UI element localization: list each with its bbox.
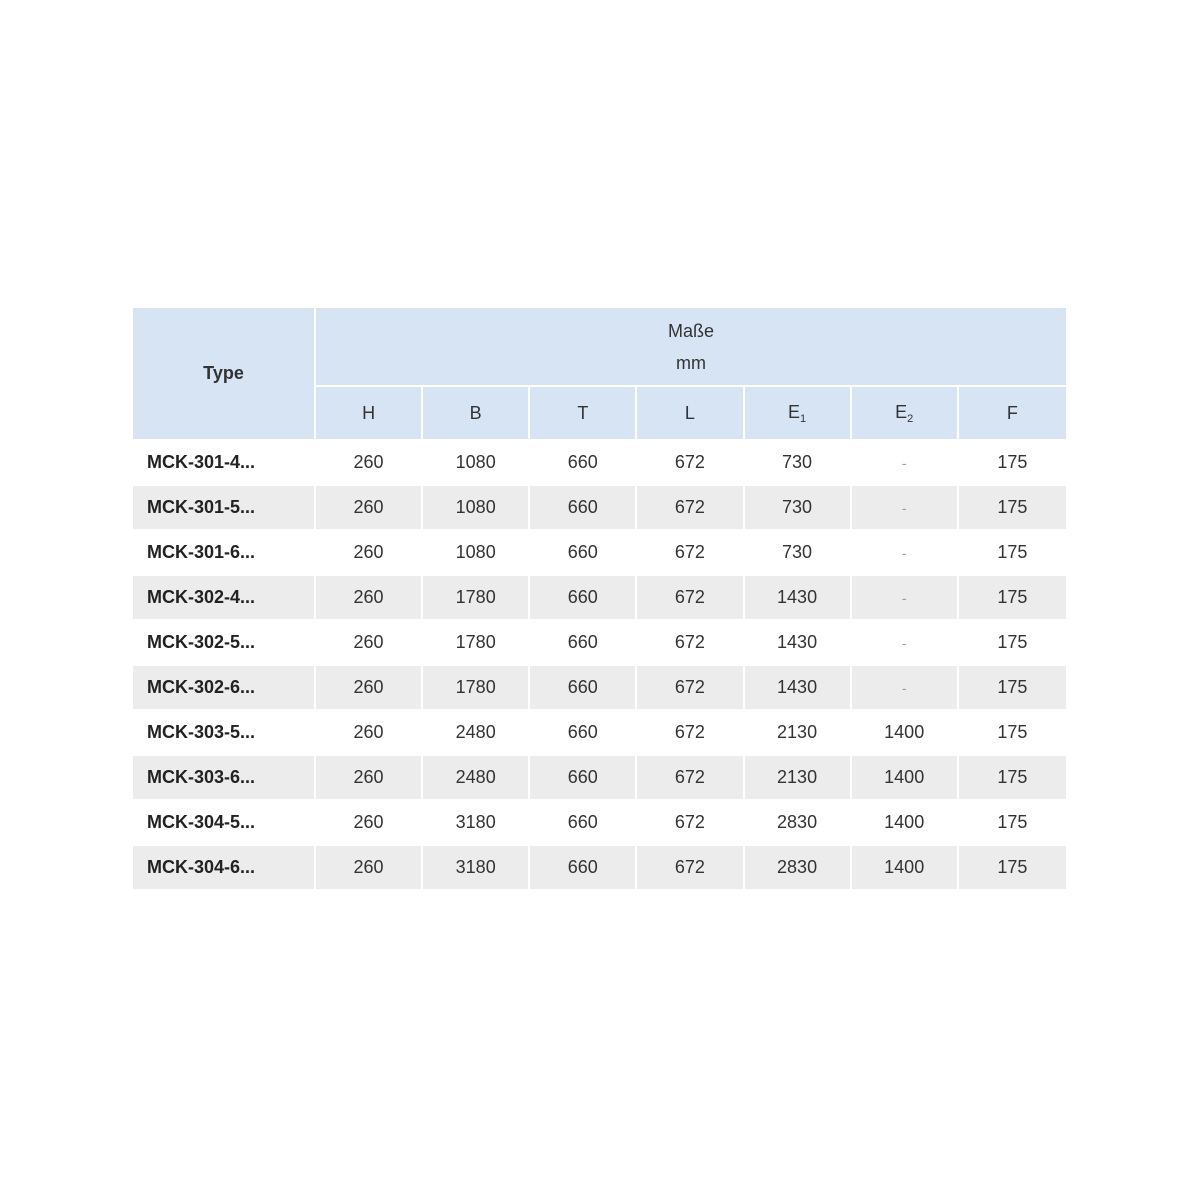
type-cell: MCK-302-4...: [133, 574, 316, 619]
column-header-e1: [745, 387, 852, 439]
value-cell: 2830: [745, 799, 852, 844]
value-cell: 660: [530, 844, 637, 889]
value-cell: 672: [637, 619, 744, 664]
table-row: [133, 619, 1066, 664]
column-header-label: F: [1006, 402, 1018, 423]
value-cell: 175: [959, 844, 1066, 889]
value-cell: 672: [637, 754, 744, 799]
dimensions-group-header: [316, 308, 1066, 387]
column-header-label: E: [787, 401, 800, 422]
group-header-title: Maße: [667, 320, 714, 341]
column-header-label: T: [577, 402, 589, 423]
value-cell: 260: [316, 574, 423, 619]
column-header-subscript: 2: [907, 412, 914, 425]
type-cell: MCK-304-5...: [133, 799, 316, 844]
table-row: [133, 574, 1066, 619]
value-cell: 2480: [423, 754, 530, 799]
column-header-f: [959, 387, 1066, 439]
value-cell: 730: [745, 529, 852, 574]
column-header-label: B: [469, 402, 482, 423]
type-cell: MCK-303-6...: [133, 754, 316, 799]
table-row: [133, 664, 1066, 709]
value-cell: 175: [959, 664, 1066, 709]
value-cell: 175: [959, 619, 1066, 664]
value-cell: 1430: [745, 619, 852, 664]
column-header-h: [316, 387, 423, 439]
value-cell: 3180: [423, 799, 530, 844]
value-cell: 660: [530, 754, 637, 799]
value-cell: 672: [637, 484, 744, 529]
value-cell: 660: [530, 619, 637, 664]
value-cell: 260: [316, 529, 423, 574]
value-cell: 260: [316, 754, 423, 799]
table-row: [133, 484, 1066, 529]
value-cell: 175: [959, 709, 1066, 754]
value-cell: 2830: [745, 844, 852, 889]
table-header: [133, 308, 1066, 439]
value-cell: 730: [745, 484, 852, 529]
column-header-l: [637, 387, 744, 439]
value-cell: 1080: [423, 484, 530, 529]
value-cell: 260: [316, 619, 423, 664]
value-cell: -: [852, 619, 959, 664]
column-header-t: [530, 387, 637, 439]
type-cell: MCK-301-6...: [133, 529, 316, 574]
table-row: [133, 754, 1066, 799]
type-cell: MCK-302-6...: [133, 664, 316, 709]
value-cell: 260: [316, 844, 423, 889]
value-cell: 1080: [423, 529, 530, 574]
value-cell: 672: [637, 664, 744, 709]
value-cell: 1400: [852, 754, 959, 799]
table-row: [133, 844, 1066, 889]
table-body: [133, 439, 1066, 889]
value-cell: 175: [959, 529, 1066, 574]
value-cell: 260: [316, 439, 423, 484]
type-cell: MCK-301-5...: [133, 484, 316, 529]
value-cell: 660: [530, 574, 637, 619]
value-cell: 2480: [423, 709, 530, 754]
value-cell: 175: [959, 484, 1066, 529]
value-cell: -: [852, 439, 959, 484]
value-cell: 3180: [423, 844, 530, 889]
value-cell: 660: [530, 709, 637, 754]
table-row: [133, 709, 1066, 754]
column-header-label: E: [895, 401, 908, 422]
value-cell: 660: [530, 484, 637, 529]
value-cell: 672: [637, 439, 744, 484]
value-cell: 660: [530, 799, 637, 844]
value-cell: 175: [959, 754, 1066, 799]
value-cell: 1430: [745, 664, 852, 709]
type-column-header: Type: [133, 308, 316, 439]
value-cell: -: [852, 574, 959, 619]
column-header-e2: [852, 387, 959, 439]
value-cell: 1080: [423, 439, 530, 484]
type-cell: MCK-304-6...: [133, 844, 316, 889]
value-cell: 672: [637, 799, 744, 844]
value-cell: 660: [530, 664, 637, 709]
dimensions-table: [133, 308, 1066, 889]
value-cell: 1400: [852, 709, 959, 754]
value-cell: 1400: [852, 844, 959, 889]
type-cell: MCK-301-4...: [133, 439, 316, 484]
table-row: [133, 799, 1066, 844]
table-row: [133, 439, 1066, 484]
group-header-unit: mm: [676, 352, 706, 373]
column-header-label: H: [362, 402, 376, 423]
value-cell: 1780: [423, 574, 530, 619]
value-cell: -: [852, 484, 959, 529]
value-cell: -: [852, 529, 959, 574]
column-header-subscript: 1: [800, 412, 807, 425]
value-cell: 175: [959, 799, 1066, 844]
type-cell: MCK-302-5...: [133, 619, 316, 664]
value-cell: 260: [316, 664, 423, 709]
value-cell: -: [852, 664, 959, 709]
value-cell: 1780: [423, 619, 530, 664]
value-cell: 660: [530, 439, 637, 484]
value-cell: 260: [316, 709, 423, 754]
table-row: [133, 529, 1066, 574]
value-cell: 672: [637, 574, 744, 619]
value-cell: 672: [637, 844, 744, 889]
value-cell: 1430: [745, 574, 852, 619]
value-cell: 175: [959, 574, 1066, 619]
value-cell: 1780: [423, 664, 530, 709]
value-cell: 260: [316, 484, 423, 529]
value-cell: 2130: [745, 754, 852, 799]
value-cell: 730: [745, 439, 852, 484]
value-cell: 260: [316, 799, 423, 844]
value-cell: 175: [959, 439, 1066, 484]
value-cell: 672: [637, 709, 744, 754]
type-cell: MCK-303-5...: [133, 709, 316, 754]
value-cell: 2130: [745, 709, 852, 754]
value-cell: 660: [530, 529, 637, 574]
column-header-b: [423, 387, 530, 439]
value-cell: 1400: [852, 799, 959, 844]
column-header-label: L: [684, 402, 695, 423]
value-cell: 672: [637, 529, 744, 574]
